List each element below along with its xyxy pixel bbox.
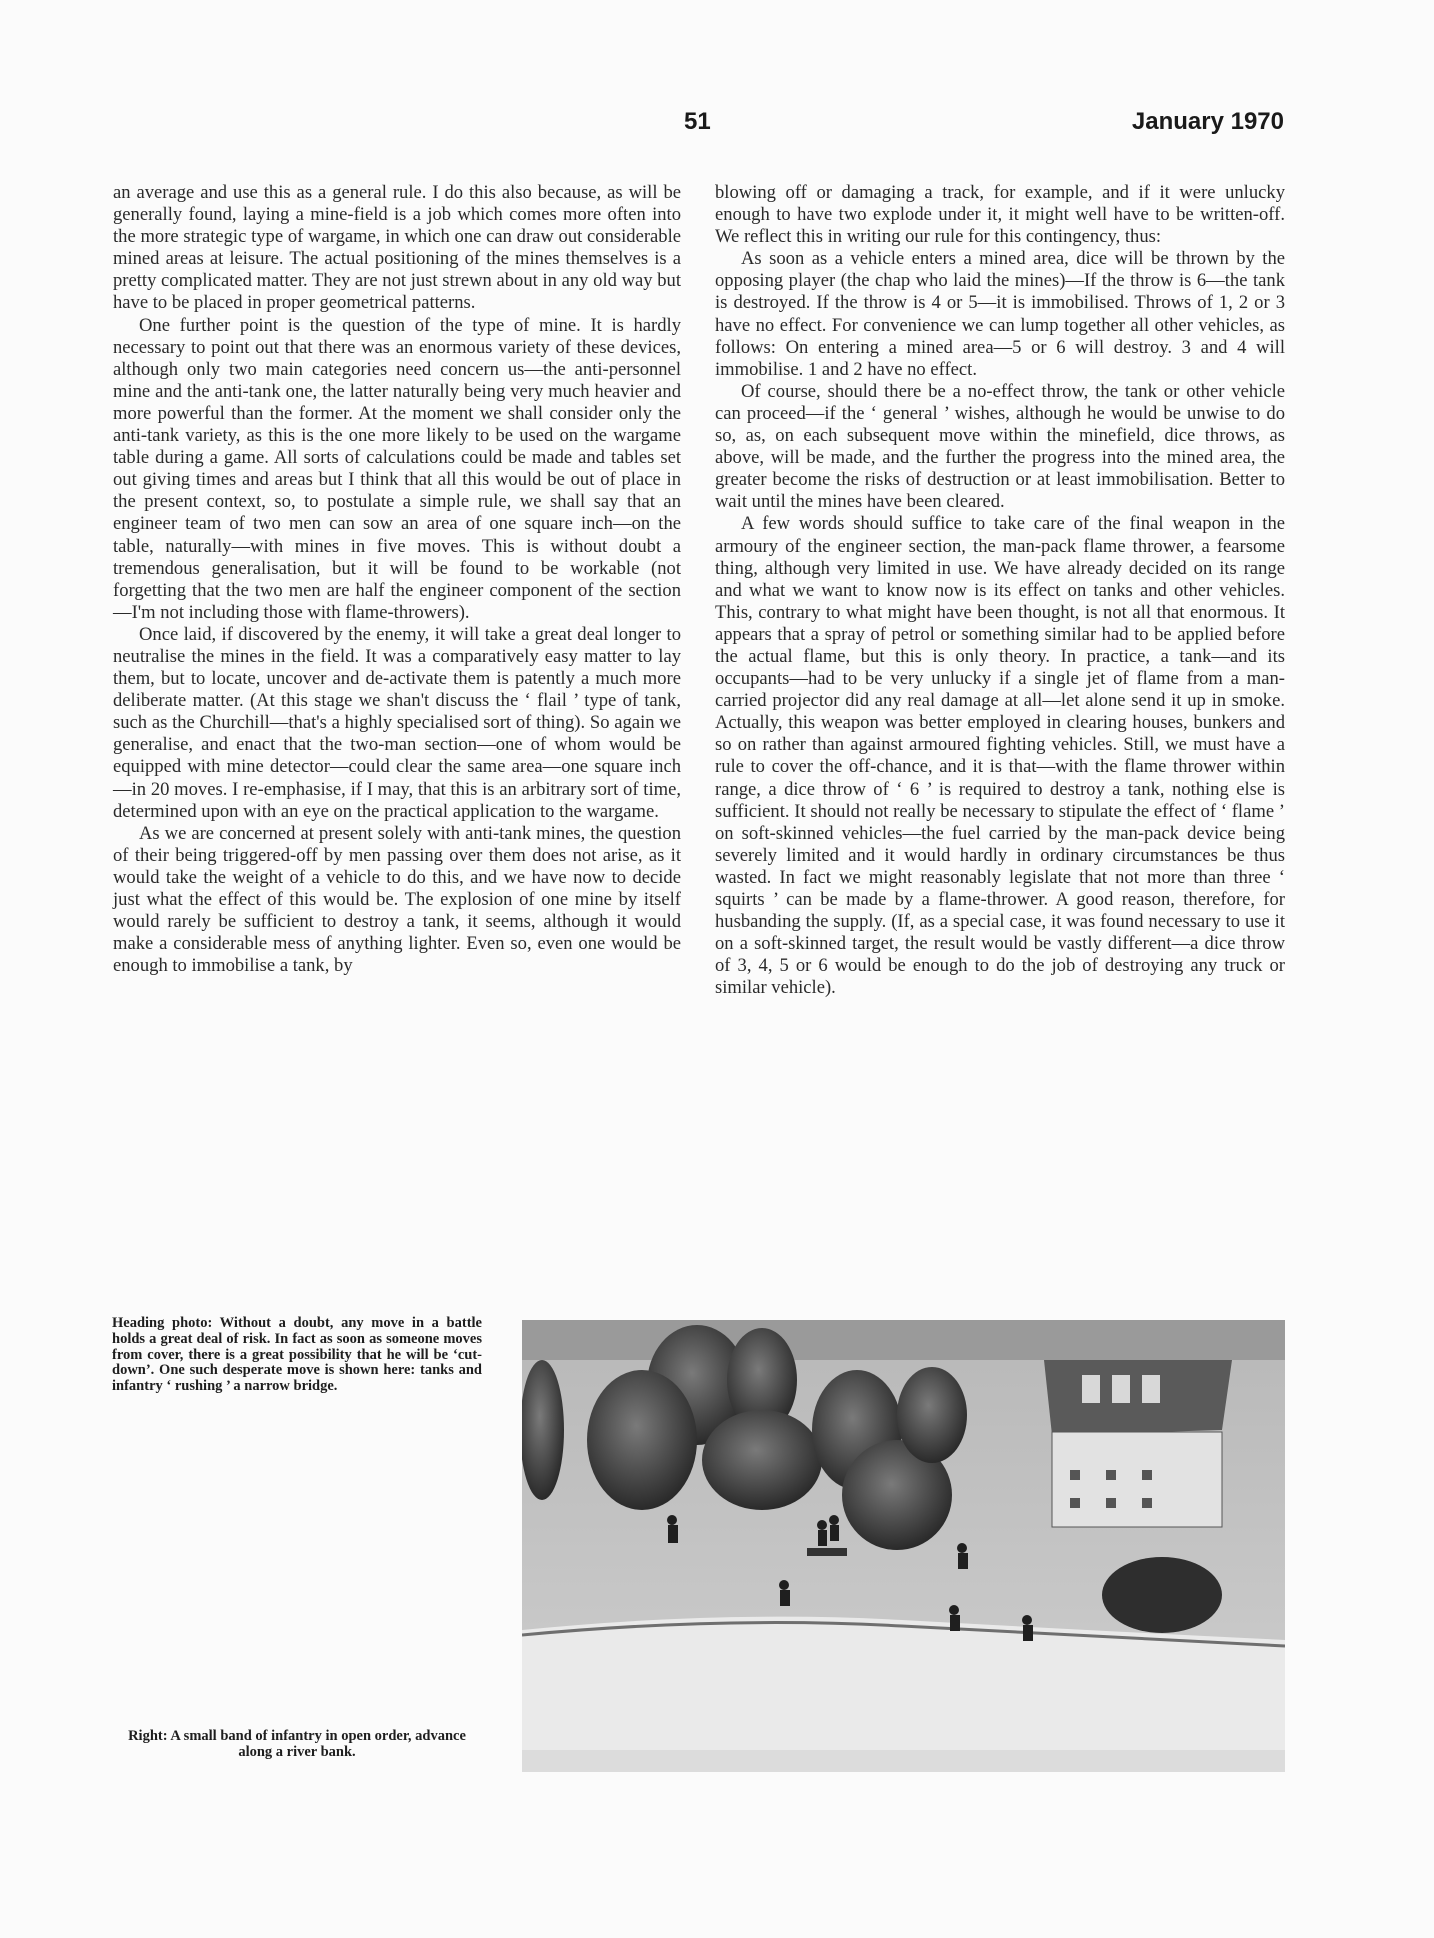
paragraph: One further point is the question of the type of mine. It is hardly necessary to point out that there was an enormous variety of these devices, although only two main categories need concern us—the anti-personnel mine and the anti-tank one, the latter naturally being very much heavier and more powerful than the former. At the moment we shall consider only the anti-tank variety, as this is the one more likely to be used on the wargame table during a game. All sorts of calculations could be made and tables set out giving times and areas but I think that all this would be out of place in the present context, so, to postulate a simple rule, we shall say that an engineer team of two men can sow an area of one square inch—on the table, naturally—with mines in five moves. This is without doubt a tremendous generalisation, but it will be found to be workable (not forgetting that the two men are half the engineer component of the section—I'm not including those with flame-throwers). xyxy=(113,314,681,623)
paragraph: As soon as a vehicle enters a mined area, dice will be thrown by the opposing player (the chap who laid the mines)—If the throw is 6—the tank is destroyed. If the throw is 4 or 5—it is immobilised. Throws of 1, 2 or 3 have no effect. For convenience we can lump together all other vehicles, as follows: On entering a mined area—5 or 6 will destroy. 3 and 4 will immobilise. 1 and 2 have no effect. xyxy=(715,248,1285,380)
paragraph: Once laid, if discovered by the enemy, it will take a great deal longer to neutralise the mines in the field. It was a comparatively easy matter to lay them, but to locate, uncover and de-activate them is patently a much more deliberate matter. (At this stage we shan't discuss the ‘ flail ’ type of tank, such as the Churchill—that's a highly specialised sort of thing). So again we generalise, and enact that the two-man section—one of whom would be equipped with mine detector—could clear the same area—one square inch—in 20 moves. I re-emphasise, if I may, that this is an arbitrary sort of time, determined upon with an eye on the practical application to the wargame. xyxy=(113,623,681,822)
right-photo-caption: Right: A small band of infantry in open order, advance along a river bank. xyxy=(128,1728,466,1760)
bush xyxy=(1102,1557,1222,1633)
paragraph: Of course, should there be a no-effect throw, the tank or other vehicle can proceed—if the ‘ general ’ wishes, although he would be unwise to do so, as, on each subsequent move within the minefield, dice throws, as above, will be made, and the further the progress into the mined area, the greater become the risks of destruction or at least immobilisation. Better to wait until the mines have been cleared. xyxy=(715,380,1285,513)
paragraph: blowing off or damaging a track, for example, and if it were unlucky enough to have two explode under it, it might well have to be written-off. We reflect this in writing our rule for this contingency, thus: xyxy=(715,182,1285,248)
page-number: 51 xyxy=(684,108,711,135)
house-model xyxy=(1044,1360,1232,1527)
issue-date: January 1970 xyxy=(1131,108,1284,135)
paragraph: A few words should suffice to take care of the final weapon in the armoury of the engineer section, the man-pack flame thrower, a fearsome thing, although very limited in use. We have already decided on its range and what we want to know now is its effect on tanks and other vehicles. This, contrary to what might have been thought, is not all that enormous. It appears that a spray of petrol or something similar had to be applied before the actual flame, but this is only theory. In practice, a tank—and its occupants—had to be very unlucky if a single jet of flame from a man-carried projector did any real damage at all—let alone send it up in smoke. Actually, this weapon was better employed in clearing houses, bunkers and so on rather than against armoured fighting vehicles. Still, we must have a rule to cover the off-chance, and it is that—with the flame thrower within range, a dice throw of ‘ 6 ’ is required to destroy a tank, nothing else is sufficient. It should not really be necessary to stipulate the effect of ‘ flame ’ on soft-skinned vehicles—the fuel carried by the man-pack device being severely limited and it would hardly in ordinary circumstances be thus wasted. In fact we might reasonably legislate that not more than three ‘ squirts ’ can be made by a flame-thrower. A good reason, therefore, for husbanding the supply. (If, as a special case, it was found necessary to use it on a soft-skinned target, the result would be vastly different—a dice throw of 3, 4, 5 or 6 would be enough to do the job of destroying any truck or similar vehicle). xyxy=(715,513,1285,999)
left-column xyxy=(113,182,681,977)
paragraph: an average and use this as a general rule. I do this also because, as will be generally found, laying a mine-field is a job which comes more often into the more strategic type of wargame, in which one can draw out considerable mined areas at leisure. The actual positioning of the mines themselves is a pretty complicated matter. They are not just strewn about in any old way but have to be placed in proper geometrical patterns. xyxy=(113,182,681,314)
paragraph: As we are concerned at present solely with anti-tank mines, the question of their being triggered-off by men passing over them does not arise, as it would take the weight of a vehicle to do this, and we have now to decide just what the effect of this would be. The explosion of one mine by itself would rarely be sufficient to destroy a tank, it seems, although it would make a considerable mess of anything lighter. Even so, even one would be enough to immobilise a tank, by xyxy=(113,822,681,977)
right-column xyxy=(715,182,1285,999)
wargame-photo xyxy=(522,1320,1285,1772)
heading-photo-caption: Heading photo: Without a doubt, any move in a battle holds a great deal of risk. In fact as soon as someone moves from cover, there is a great possibility that he will be ‘cut-down’. One such desperate move is shown here: tanks and infantry ‘ rushing ’ a narrow bridge. xyxy=(112,1315,482,1395)
